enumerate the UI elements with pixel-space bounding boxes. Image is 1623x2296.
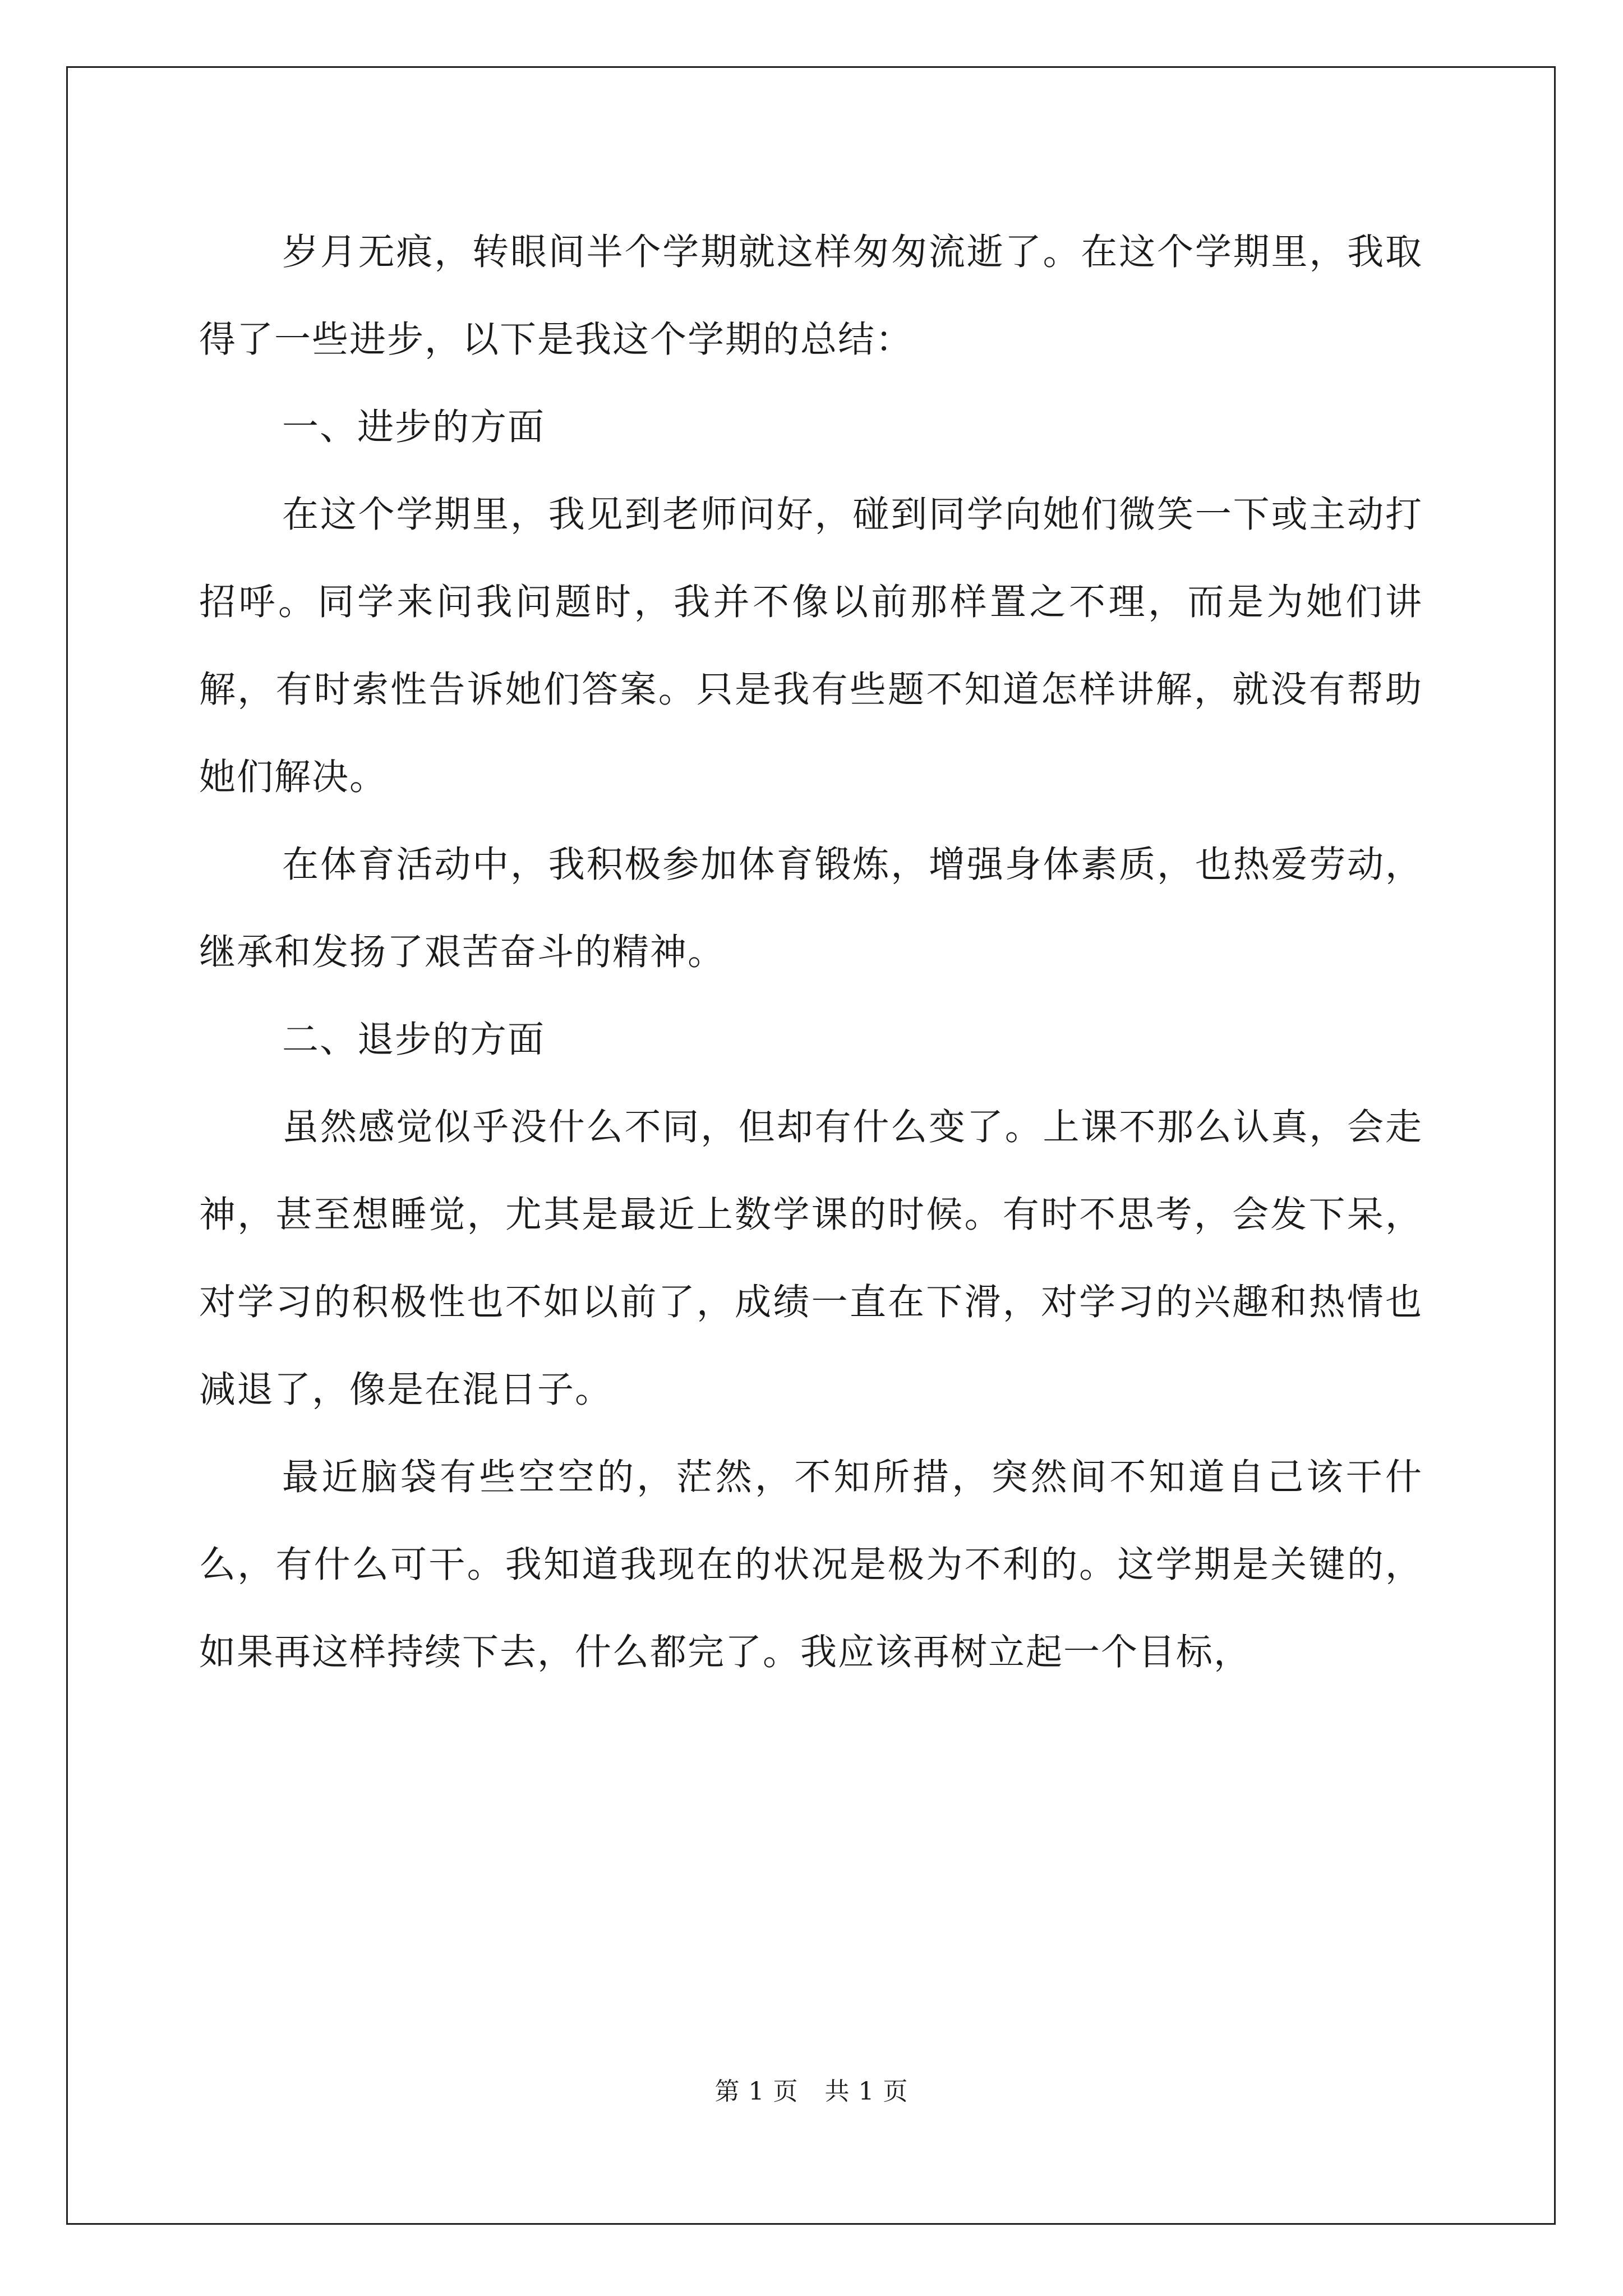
document-body: [199, 209, 1423, 1696]
paragraph-intro: 岁月无痕，转眼间半个学期就这样匆匆流逝了。在这个学期里，我取得了一些进步，以下是我这个学期的总结：: [199, 231, 1423, 361]
paragraph-sports: 在体育活动中，我积极参加体育锻炼，增强身体素质，也热爱劳动，继承和发扬了艰苦奋斗的精神。: [199, 844, 1423, 973]
paragraph-class-attention: 虽然感觉似乎没什么不同，但却有什么变了。上课不那么认真，会走神，甚至想睡觉，尤其是最近上数学课的时候。有时不思考，会发下呆，对学习的积极性也不如以前了，成绩一直在下滑，对学习的兴趣和热情也减退了，像是在混日子。: [199, 1106, 1423, 1411]
paragraph-confusion: 最近脑袋有些空空的，茫然，不知所措，突然间不知道自己该干什么，有什么可干。我知道我现在的状况是极为不利的。这学期是关键的，如果再这样持续下去，什么都完了。我应该再树立起一个目标，: [199, 1456, 1423, 1673]
page-number-total: 共 1 页: [824, 2077, 909, 2106]
page-footer: [0, 2071, 1623, 2107]
heading-regress: 二、退步的方面: [282, 1019, 546, 1061]
heading-progress: 一、进步的方面: [282, 406, 546, 448]
page-number-current: 第 1 页: [714, 2077, 799, 2106]
paragraph-manners: 在这个学期里，我见到老师问好，碰到同学向她们微笑一下或主动打招呼。同学来问我问题时，我并不像以前那样置之不理，而是为她们讲解，有时索性告诉她们答案。只是我有些题不知道怎样讲解，就没有帮助她们解决。: [199, 494, 1423, 798]
